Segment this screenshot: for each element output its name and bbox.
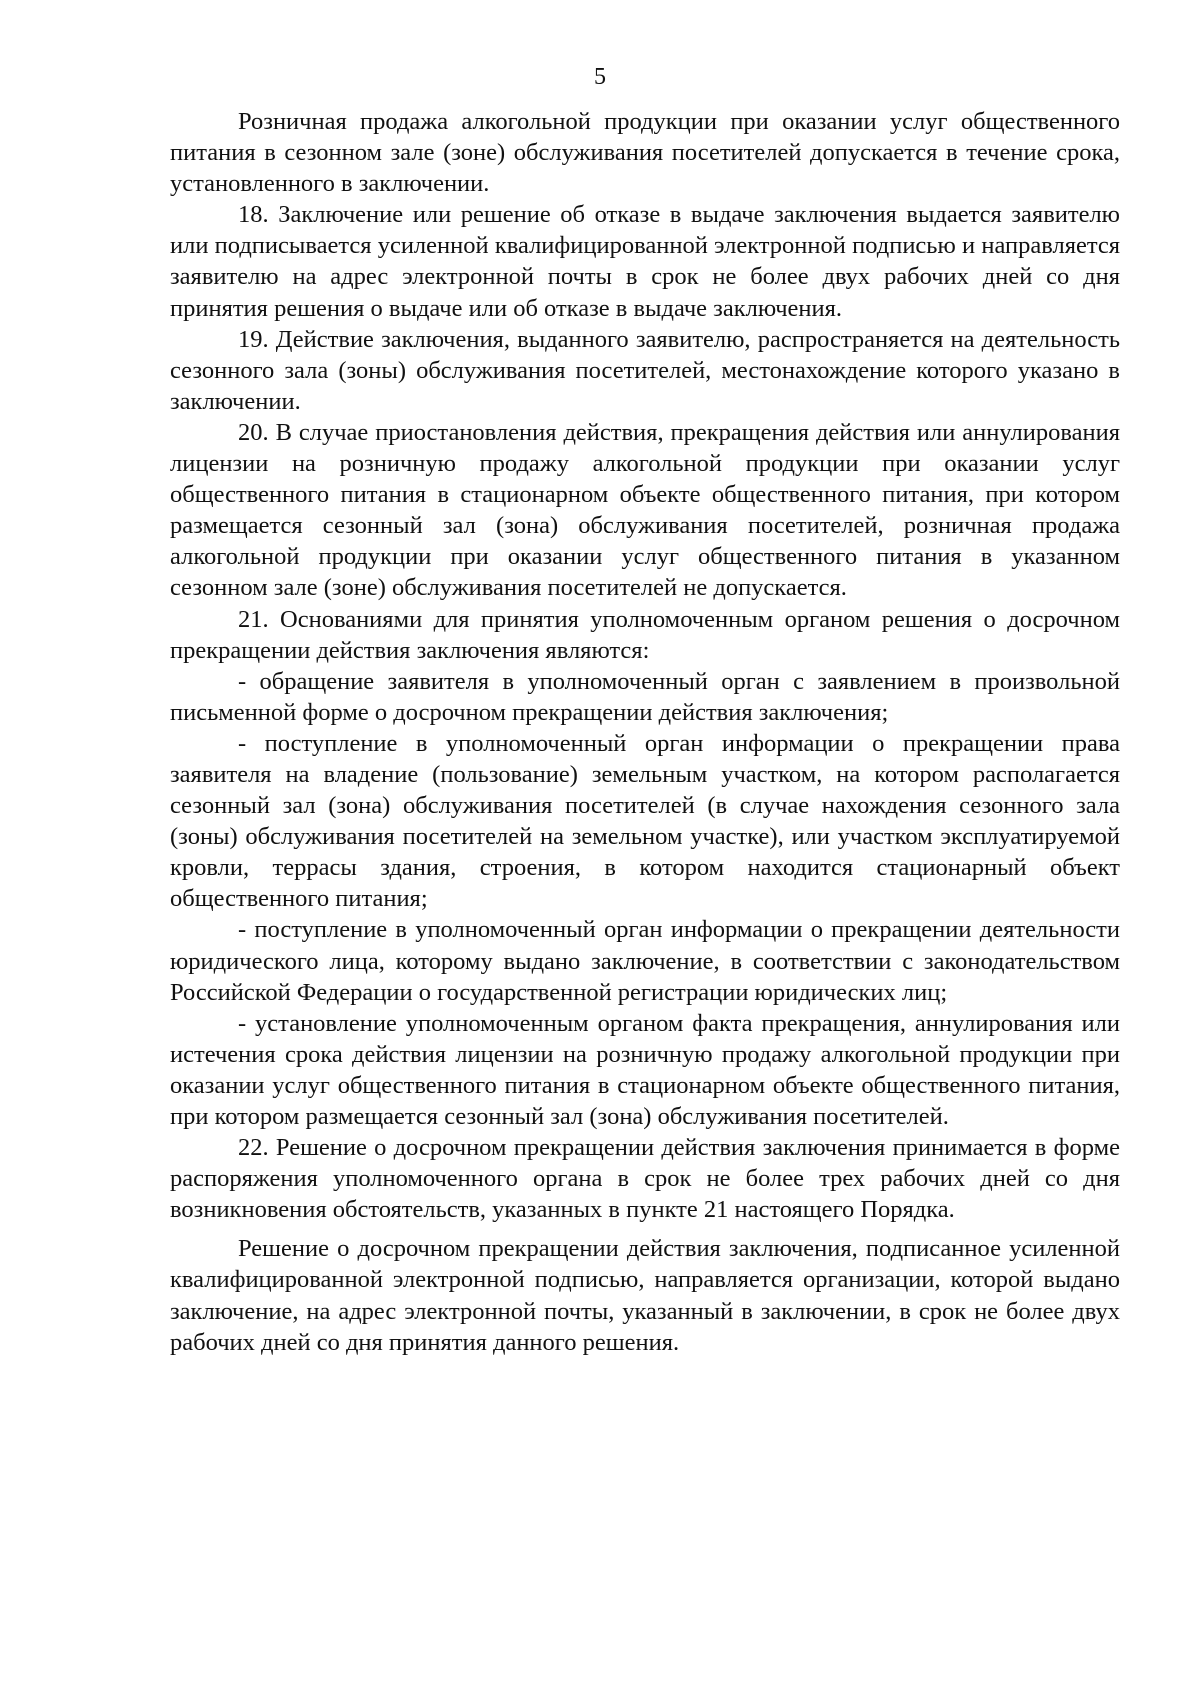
list-item-license-termination: - установление уполномоченным органом факта прекращения, аннулирования или истечения срока действия лицензии на розничную продажу алкогольной продукции при оказании услуг общественного питания в стационарном объекте общественного питания, при котором размещается сезонный зал (зона) обслуживания посетителей. <box>170 1009 1120 1130</box>
list-item-applicant-request: - обращение заявителя в уполномоченный орган с заявлением в произвольной письменной форме о досрочном прекращении действия заключения; <box>170 667 1120 726</box>
paragraph-item-18: 18. Заключение или решение об отказе в выдаче заключения выдается заявителю или подписывается усиленной квалифицированной электронной подписью и направляется заявителю на адрес электронной почты в срок не более двух рабочих дней со дня принятия решения о выдаче или об отказе в выдаче заключения. <box>170 201 1120 322</box>
paragraph-decision-delivery: Решение о досрочном прекращении действия заключения, подписанное усиленной квалифицированной электронной подписью, направляется организации, которой выдано заключение, на адрес электронной почты, указанный в заключении, в срок не более двух рабочих дней со дня принятия данного решения. <box>170 1235 1120 1356</box>
page-number: 5 <box>594 64 606 90</box>
list-item-land-rights-termination: - поступление в уполномоченный орган информации о прекращении права заявителя на владение (пользование) земельным участком, на котором располагается сезонный зал (зона) обслуживания посетителей (в случае нахождения сезонного зала (зоны) обслуживания посетителей на земельном участке), или участком эксплуатируемой кровли, террасы здания, строения, в котором находится стационарный объект общественного питания; <box>170 729 1120 913</box>
paragraph-item-19: 19. Действие заключения, выданного заявителю, распространяется на деятельность сезонного зала (зоны) обслуживания посетителей, местонахождение которого указано в заключении. <box>170 325 1120 415</box>
document-body <box>170 106 1120 1358</box>
paragraph-item-22: 22. Решение о досрочном прекращении действия заключения принимается в форме распоряжения уполномоченного органа в срок не более трех рабочих дней со дня возникновения обстоятельств, указанных в пункте 21 настоящего Порядка. <box>170 1134 1120 1224</box>
paragraph-item-20: 20. В случае приостановления действия, прекращения действия или аннулирования лицензии на розничную продажу алкогольной продукции при оказании услуг общественного питания в стационарном объекте общественного питания, при котором размещается сезонный зал (зона) обслуживания посетителей, розничная продажа алкогольной продукции при оказании услуг общественного питания в указанном сезонном зале (зоне) обслуживания посетителей не допускается. <box>170 418 1120 602</box>
list-item-legal-entity-termination: - поступление в уполномоченный орган информации о прекращении деятельности юридического лица, которому выдано заключение, в соответствии с законодательством Российской Федерации о государственной регистрации юридических лиц; <box>170 916 1120 1006</box>
paragraph-item-21: 21. Основаниями для принятия уполномоченным органом решения о досрочном прекращении действия заключения являются: <box>170 605 1120 664</box>
paragraph-retail-sale-term: Розничная продажа алкогольной продукции при оказании услуг общественного питания в сезонном зале (зоне) обслуживания посетителей допускается в течение срока, установленного в заключении. <box>170 108 1120 198</box>
